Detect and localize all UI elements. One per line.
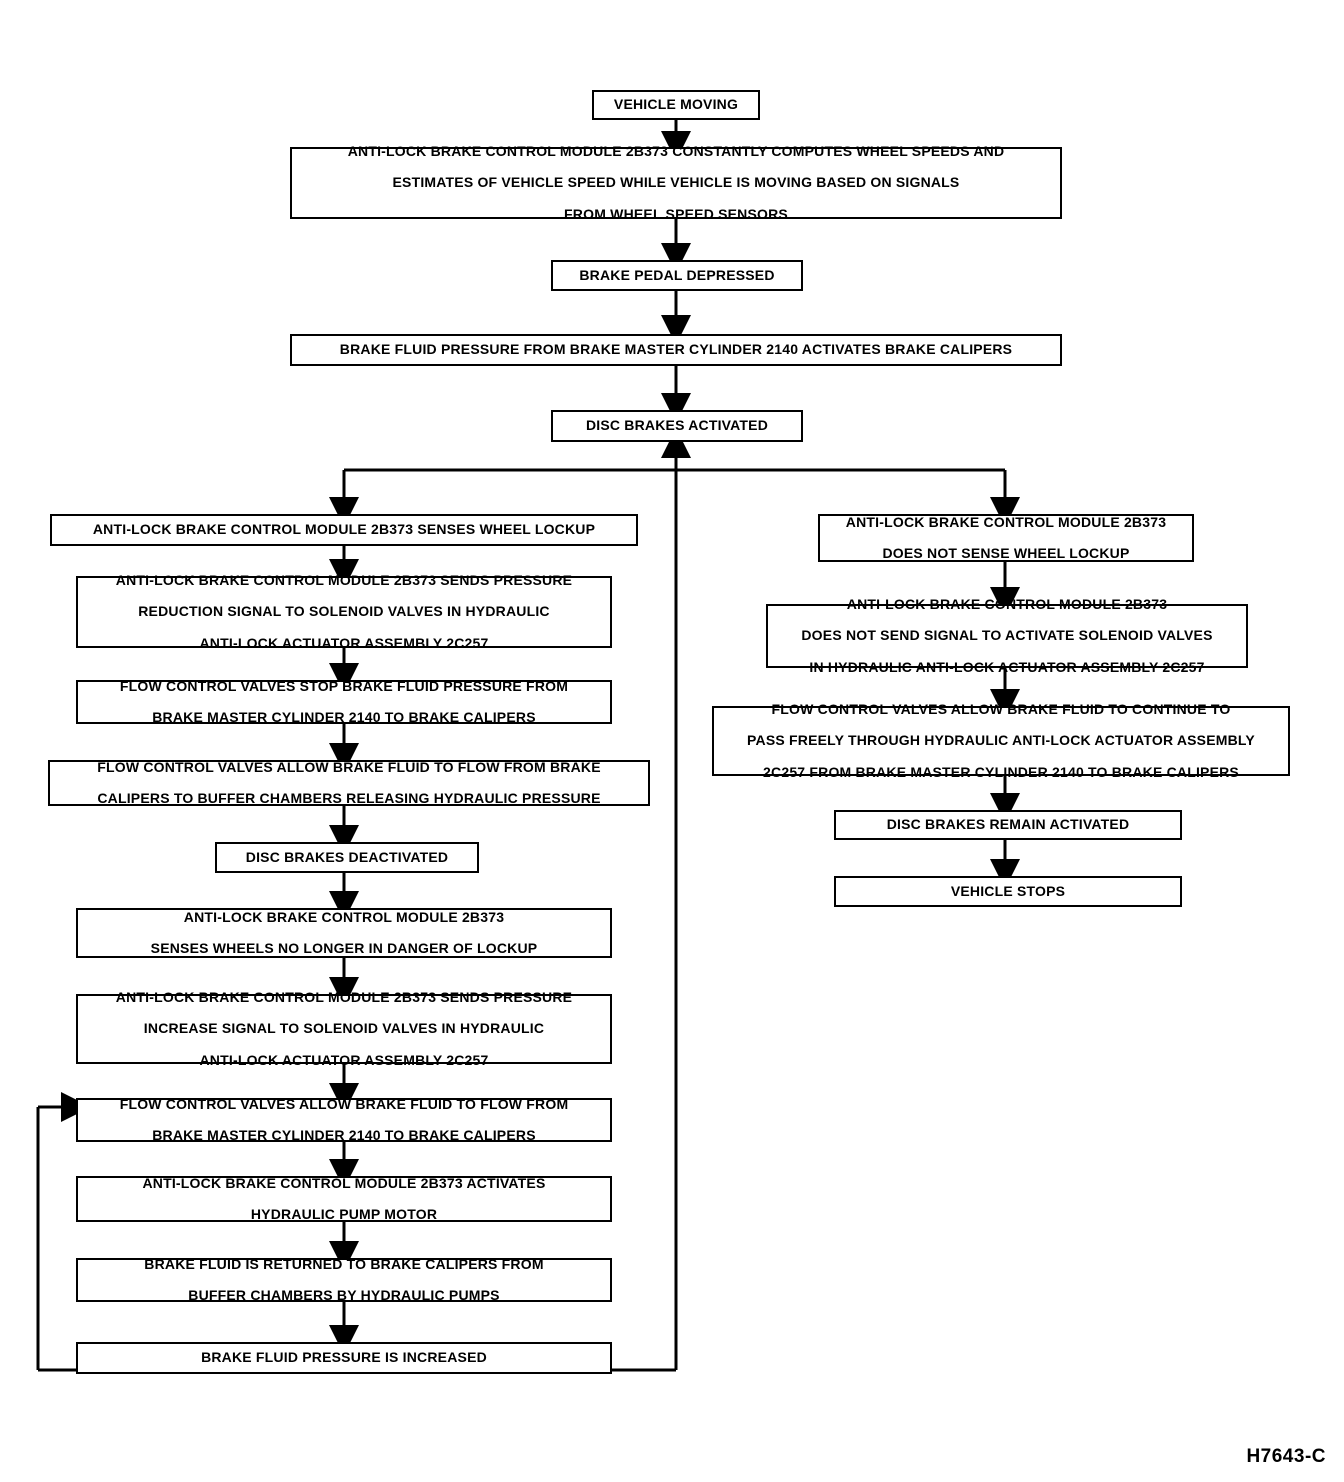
node-line: DOES NOT SENSE WHEEL LOCKUP — [882, 544, 1130, 561]
node-brake-pedal-depressed — [551, 260, 803, 291]
node-label — [824, 515, 1188, 562]
node-label: VEHICLE MOVING — [613, 96, 739, 113]
node-vehicle-moving — [592, 90, 760, 120]
node-line: REDUCTION SIGNAL TO SOLENOID VALVES IN HYDRAULIC — [138, 603, 550, 620]
figure-code: H7643-C — [1246, 1446, 1326, 1467]
node-line: ESTIMATES OF VEHICLE SPEED WHILE VEHICLE IS MOVING BASED ON SIGNALS — [392, 174, 960, 191]
node-line: IN HYDRAULIC ANTI-LOCK ACTUATOR ASSEMBLY 2C257 — [809, 658, 1205, 675]
node-label — [772, 597, 1242, 675]
node-line: 2C257 FROM BRAKE MASTER CYLINDER 2140 TO BRAKE CALIPERS — [763, 763, 1239, 780]
node-label — [296, 144, 1056, 222]
node-line: FLOW CONTROL VALVES ALLOW BRAKE FLUID TO FLOW FROM — [119, 1095, 569, 1112]
node-label — [54, 760, 644, 807]
node-disc-brakes-activated — [551, 410, 803, 442]
node-line: ANTI-LOCK BRAKE CONTROL MODULE 2B373 — [183, 908, 505, 925]
node-line: HYDRAULIC PUMP MOTOR — [250, 1205, 438, 1222]
node-does-not-send-signal — [766, 595, 1248, 675]
node-line: FLOW CONTROL VALVES ALLOW BRAKE FLUID TO CONTINUE TO — [771, 700, 1231, 717]
node-sends-pressure-reduction-signal — [76, 571, 612, 651]
node-disc-brakes-deactivated — [215, 842, 479, 873]
node-line: BRAKE MASTER CYLINDER 2140 TO BRAKE CALIPERS — [152, 708, 536, 725]
node-line: INCREASE SIGNAL TO SOLENOID VALVES IN HYDRAULIC — [143, 1020, 545, 1037]
node-valves-stop-pressure — [76, 677, 612, 725]
node-line: ANTI-LOCK BRAKE CONTROL MODULE 2B373 SENDS PRESSURE — [115, 571, 573, 588]
node-senses-wheels-no-longer-in-danger — [76, 908, 612, 958]
node-label: ANTI-LOCK BRAKE CONTROL MODULE 2B373 SENSES WHEEL LOCKUP — [92, 521, 596, 538]
node-line: BUFFER CHAMBERS BY HYDRAULIC PUMPS — [188, 1286, 500, 1303]
node-line: DOES NOT SEND SIGNAL TO ACTIVATE SOLENOID VALVES — [801, 627, 1213, 644]
node-valves-allow-flow-to-buffer-chambers — [48, 760, 650, 806]
node-disc-brakes-remain-activated — [834, 810, 1182, 840]
node-line: ANTI-LOCK BRAKE CONTROL MODULE 2B373 — [846, 595, 1168, 612]
node-label: BRAKE FLUID PRESSURE FROM BRAKE MASTER CYLINDER 2140 ACTIVATES BRAKE CALIPERS — [339, 341, 1013, 358]
node-line: CALIPERS TO BUFFER CHAMBERS RELEASING HYDRAULIC PRESSURE — [97, 789, 601, 806]
node-label: VEHICLE STOPS — [950, 882, 1066, 899]
node-label — [718, 702, 1284, 780]
node-line: ANTI-LOCK BRAKE CONTROL MODULE 2B373 CONSTANTLY COMPUTES WHEEL SPEEDS AND — [347, 142, 1005, 159]
node-line: ANTI-LOCK BRAKE CONTROL MODULE 2B373 ACTIVATES — [142, 1174, 546, 1191]
node-fluid-pressure-activates-calipers — [290, 334, 1062, 366]
node-does-not-sense-wheel-lockup — [818, 514, 1194, 562]
node-senses-wheel-lockup — [50, 514, 638, 546]
node-label — [82, 910, 606, 957]
node-fluid-returned-to-calipers — [76, 1255, 612, 1303]
node-line: BRAKE FLUID IS RETURNED TO BRAKE CALIPERS FROM — [144, 1255, 544, 1272]
node-line: PASS FREELY THROUGH HYDRAULIC ANTI-LOCK ACTUATOR ASSEMBLY — [747, 732, 1255, 749]
node-label — [82, 1097, 606, 1144]
node-line: FLOW CONTROL VALVES ALLOW BRAKE FLUID TO FLOW FROM BRAKE — [97, 758, 601, 775]
node-label — [82, 1176, 606, 1223]
node-label — [82, 679, 606, 726]
node-label — [82, 990, 606, 1068]
node-valves-allow-flow-to-calipers — [76, 1095, 612, 1143]
node-line: ANTI-LOCK BRAKE CONTROL MODULE 2B373 SENDS PRESSURE — [115, 988, 573, 1005]
node-label: DISC BRAKES REMAIN ACTIVATED — [886, 816, 1130, 833]
node-label: DISC BRAKES DEACTIVATED — [245, 848, 449, 865]
node-line: FLOW CONTROL VALVES STOP BRAKE FLUID PRESSURE FROM — [119, 677, 569, 694]
node-label — [82, 573, 606, 651]
node-line: ANTI-LOCK ACTUATOR ASSEMBLY 2C257 — [199, 1051, 489, 1068]
node-line: ANTI-LOCK BRAKE CONTROL MODULE 2B373 — [845, 513, 1167, 530]
node-sends-pressure-increase-signal — [76, 988, 612, 1068]
node-line: SENSES WHEELS NO LONGER IN DANGER OF LOCKUP — [150, 939, 538, 956]
node-valves-allow-pass-freely — [712, 700, 1290, 780]
node-label: BRAKE FLUID PRESSURE IS INCREASED — [201, 1349, 487, 1366]
node-line: BRAKE MASTER CYLINDER 2140 TO BRAKE CALIPERS — [152, 1126, 536, 1143]
node-line: ANTI-LOCK ACTUATOR ASSEMBLY 2C257 — [199, 634, 489, 651]
node-brake-fluid-pressure-increased — [76, 1342, 612, 1374]
node-module-computes — [290, 142, 1062, 222]
node-activates-hydraulic-pump-motor — [76, 1176, 612, 1222]
node-label: BRAKE PEDAL DEPRESSED — [579, 266, 775, 283]
node-line: FROM WHEEL SPEED SENSORS — [564, 205, 788, 222]
node-label — [82, 1257, 606, 1304]
node-label: DISC BRAKES ACTIVATED — [585, 417, 769, 434]
node-vehicle-stops — [834, 876, 1182, 907]
